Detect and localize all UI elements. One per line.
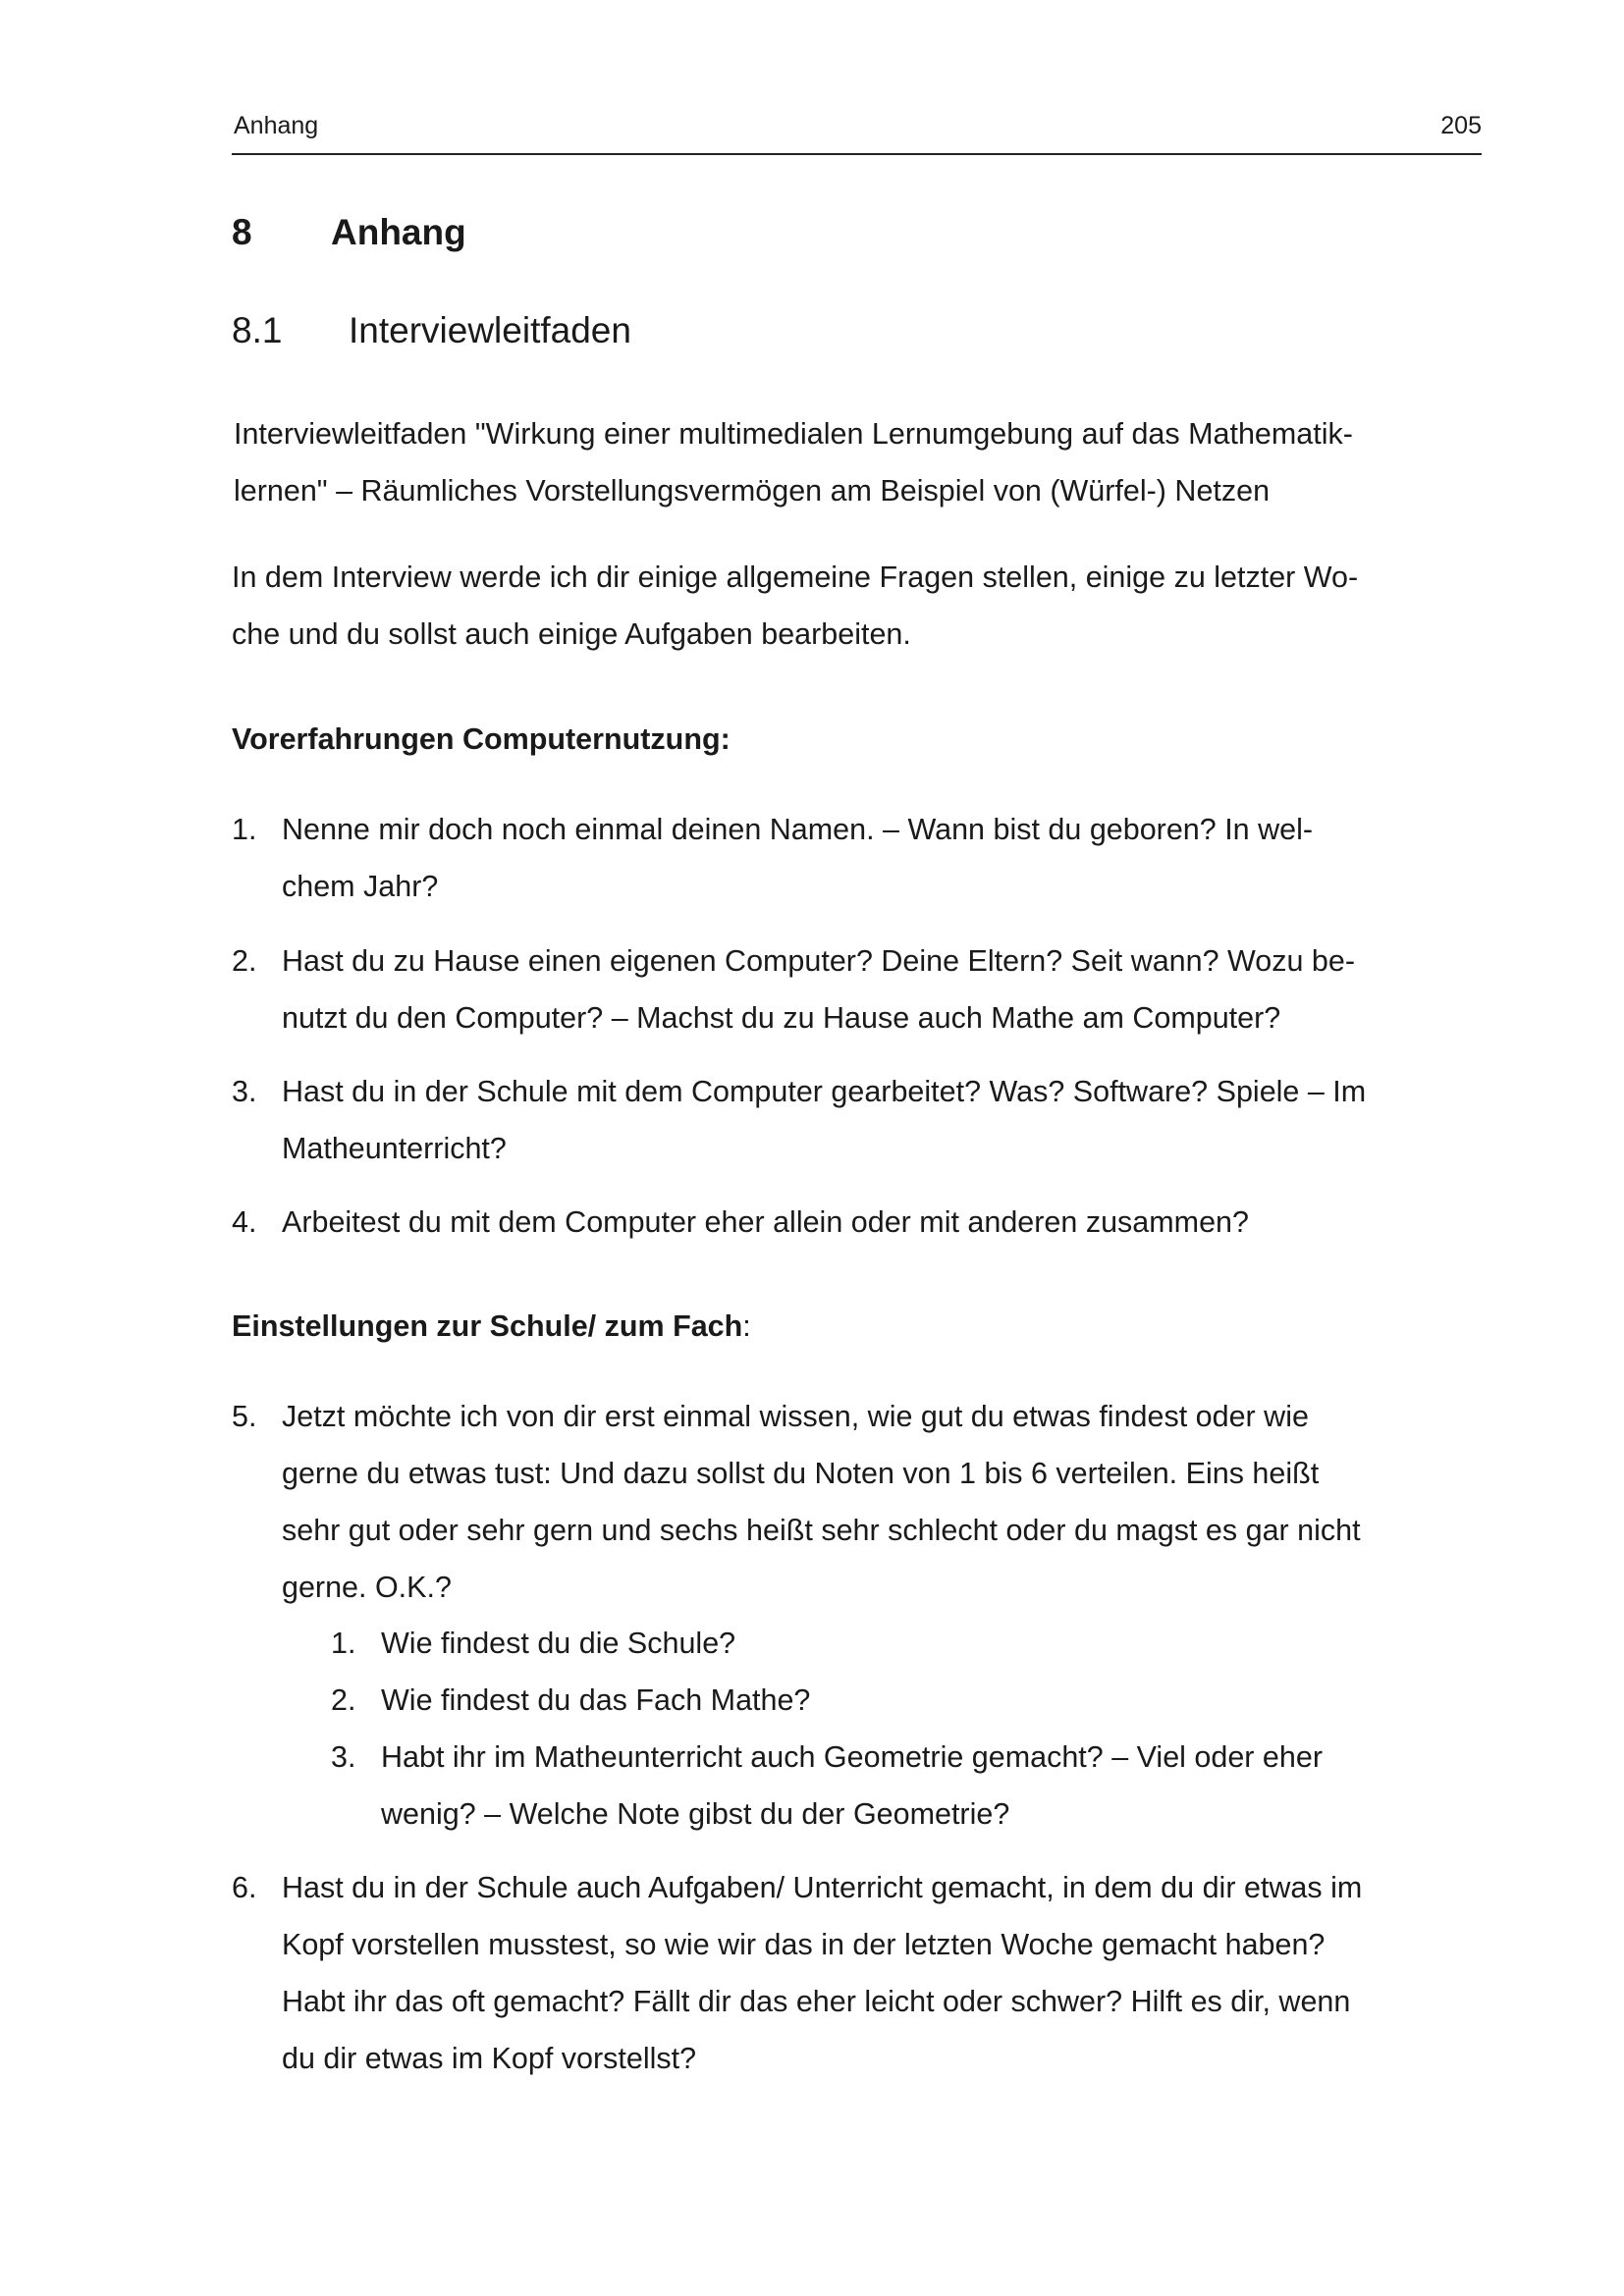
running-head (232, 108, 1482, 155)
question-line: sehr gut oder sehr gern und sechs heißt sehr schlecht oder du magst es gar nicht (282, 1514, 1361, 1547)
subquestion-number: 2. (331, 1683, 356, 1717)
question-line: chem Jahr? (282, 870, 439, 903)
preamble-paragraph (232, 549, 1477, 663)
question-item (232, 1859, 1489, 2087)
question-line: nutzt du den Computer? – Machst du zu Hause auch Mathe am Computer? (282, 1001, 1281, 1035)
question-number: 4. (232, 1205, 257, 1239)
question-line: Habt ihr das oft gemacht? Fällt dir das eher leicht oder schwer? Hilft es dir, wenn (282, 1985, 1351, 2018)
chapter-heading (232, 212, 466, 253)
subquestion-line: Wie findest du die Schule? (381, 1627, 736, 1660)
question-number: 1. (232, 813, 257, 846)
question-item (232, 933, 1489, 1046)
subquestion-line: Wie findest du das Fach Mathe? (381, 1683, 811, 1717)
subheading-computer: Vorerfahrungen Computernutzung: (232, 722, 731, 756)
question-line: Kopf vorstellen musstest, so wie wir das in der letzten Woche gemacht haben? (282, 1928, 1326, 1961)
question-line: Arbeitest du mit dem Computer eher allein oder mit anderen zusammen? (282, 1205, 1249, 1239)
question-line: Hast du zu Hause einen eigenen Computer? Deine Eltern? Seit wann? Wozu be- (282, 944, 1356, 978)
question-line: Nenne mir doch noch einmal deinen Namen. – Wann bist du geboren? In wel- (282, 813, 1314, 846)
question-item (232, 1194, 1489, 1251)
question-item (232, 801, 1489, 915)
question-line: du dir etwas im Kopf vorstellst? (282, 2042, 697, 2075)
question-number: 5. (232, 1400, 257, 1433)
question-line: gerne du etwas tust: Und dazu sollst du Noten von 1 bis 6 verteilen. Eins heißt (282, 1457, 1320, 1490)
subquestion-item (331, 1729, 1489, 1842)
chapter-title: Anhang (331, 212, 466, 252)
question-item (232, 1063, 1489, 1177)
subquestion-line: Habt ihr im Matheunterricht auch Geometrie gemacht? – Viel oder eher (381, 1740, 1323, 1774)
subquestion-number: 1. (331, 1627, 356, 1660)
question-number: 3. (232, 1075, 257, 1108)
section-number: 8.1 (232, 310, 283, 350)
question-line: Matheunterricht? (282, 1132, 507, 1165)
section-heading (232, 310, 631, 351)
subquestion-item (331, 1615, 1489, 1672)
chapter-number: 8 (232, 212, 252, 252)
subquestion-item (331, 1672, 1489, 1729)
question-line: Hast du in der Schule auch Aufgaben/ Unterricht gemacht, in dem du dir etwas im (282, 1871, 1363, 1904)
preamble-line: In dem Interview werde ich dir einige allgemeine Fragen stellen, einige zu letzter Wo- (232, 561, 1359, 594)
question-line: Hast du in der Schule mit dem Computer gearbeitet? Was? Software? Spiele – Im (282, 1075, 1367, 1108)
subquestion-line: wenig? – Welche Note gibst du der Geometrie? (381, 1797, 1010, 1831)
intro-paragraph (234, 405, 1479, 519)
question-line: Jetzt möchte ich von dir erst einmal wissen, wie gut du etwas findest oder wie (282, 1400, 1309, 1433)
running-head-title: Anhang (234, 112, 319, 139)
question-number: 6. (232, 1871, 257, 1904)
preamble-line: che und du sollst auch einige Aufgaben bearbeiten. (232, 617, 911, 651)
subheading-school (232, 1298, 751, 1355)
intro-line: lernen" – Räumliches Vorstellungsvermögen am Beispiel von (Würfel-) Netzen (234, 474, 1271, 507)
question-line: gerne. O.K.? (282, 1571, 452, 1604)
page-number: 205 (1440, 112, 1482, 139)
subheading-school-colon: : (742, 1309, 751, 1343)
subheading-school-text: Einstellungen zur Schule/ zum Fach (232, 1309, 743, 1343)
subquestion-number: 3. (331, 1740, 356, 1774)
intro-line: Interviewleitfaden "Wirkung einer multimedialen Lernumgebung auf das Mathematik- (234, 417, 1353, 451)
question-number: 2. (232, 944, 257, 978)
question-item (232, 1388, 1489, 1616)
section-title: Interviewleitfaden (349, 310, 631, 350)
